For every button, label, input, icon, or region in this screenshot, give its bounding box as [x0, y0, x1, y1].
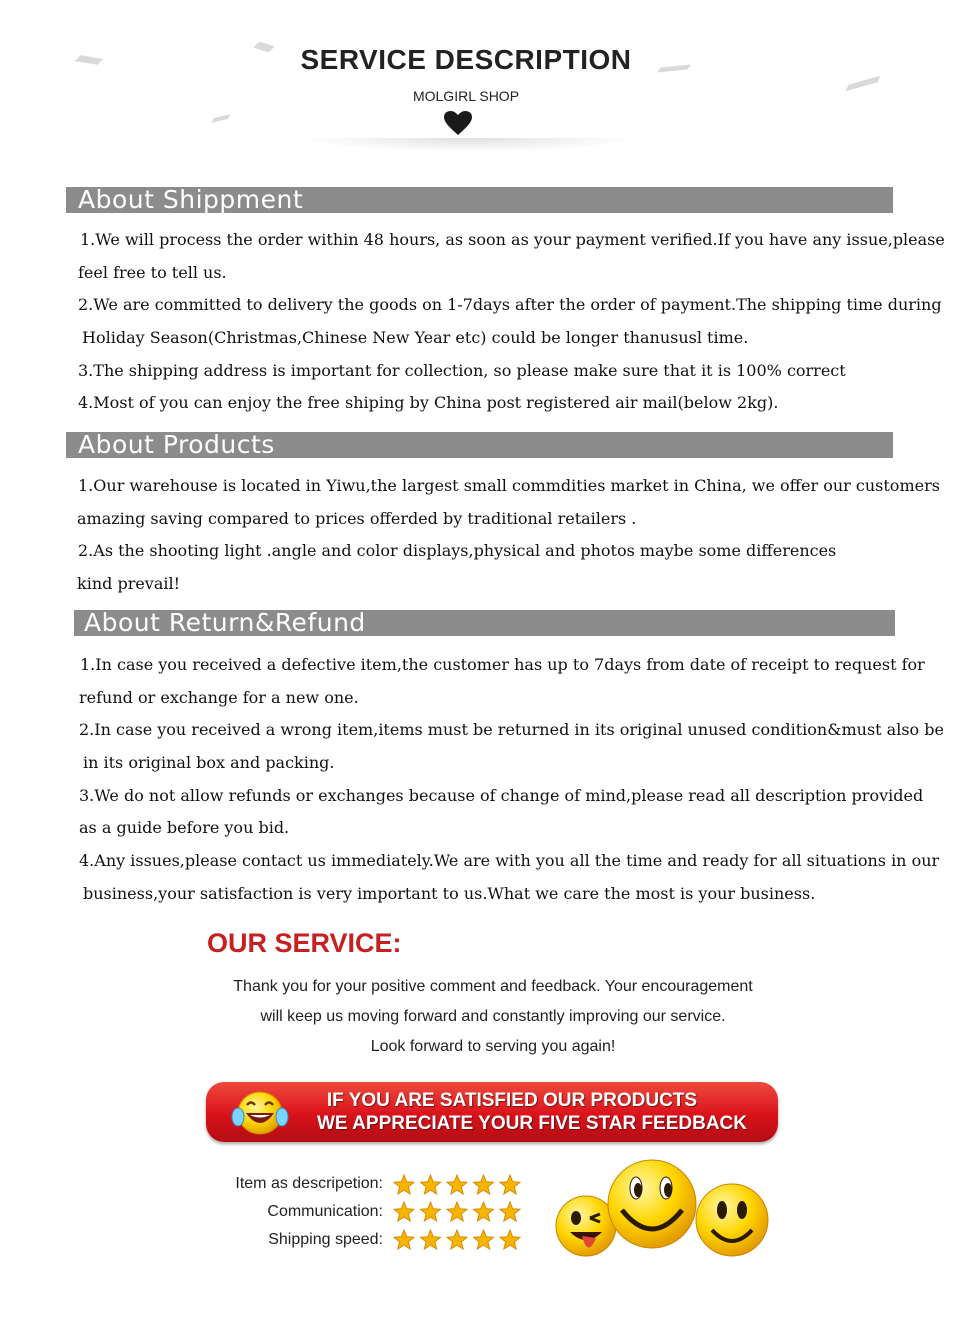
star-rating-item-description: [393, 1174, 523, 1196]
page-title: SERVICE DESCRIPTION: [300, 44, 632, 75]
star-icon: [474, 1230, 494, 1249]
star-icon: [474, 1202, 494, 1221]
refund-line: 1.In case you received a defective item,the customer has up to 7days from date of receipt to request for: [80, 655, 925, 674]
service-text: Look forward to serving you again!: [370, 1038, 616, 1055]
header-divider-shadow: [300, 138, 640, 152]
star-icon: [447, 1202, 467, 1221]
rating-label-shipping-speed: Shipping speed:: [268, 1231, 383, 1248]
products-line: amazing saving compared to prices offerded by traditional retailers .: [77, 509, 637, 528]
star-icon: [500, 1202, 520, 1221]
shipment-line: Holiday Season(Christmas,Chinese New Year etc) could be longer thanususl time.: [82, 328, 749, 347]
shipment-line: 3.The shipping address is important for collection, so please make sure that it is 100% correct: [78, 361, 846, 380]
shipment-line: 1.We will process the order within 48 hours, as soon as your payment verified.If you have any issue,please: [80, 230, 945, 249]
shipment-line: 4.Most of you can enjoy the free shiping by China post registered air mail(below 2kg).: [78, 393, 779, 412]
heart-icon: [443, 110, 473, 136]
star-icon: [500, 1230, 520, 1249]
refund-line: 4.Any issues,please contact us immediately.We are with you all the time and ready for all situations in our: [79, 851, 940, 870]
section-heading-refund: About Return&Refund: [74, 610, 895, 636]
products-line: 1.Our warehouse is located in Yiwu,the largest small commdities market in China, we offer our customers: [78, 476, 940, 495]
refund-line: in its original box and packing.: [83, 753, 335, 772]
star-icon: [447, 1175, 467, 1194]
products-line: kind prevail!: [77, 574, 181, 593]
refund-line: as a guide before you bid.: [79, 818, 290, 837]
feedback-banner: [206, 1082, 778, 1142]
star-icon: [500, 1175, 520, 1194]
rating-label-communication: Communication:: [267, 1203, 383, 1220]
laughing-smiley-icon: [230, 1087, 290, 1137]
star-rating-communication: [393, 1201, 523, 1223]
star-icon: [447, 1230, 467, 1249]
shipment-line: 2.We are committed to delivery the goods on 1-7days after the order of payment.The shipping time during: [78, 295, 942, 314]
star-icon: [394, 1230, 414, 1249]
decorative-flake: [211, 114, 230, 123]
star-icon: [394, 1202, 414, 1221]
star-icon: [421, 1202, 441, 1221]
products-line: 2.As the shooting light .angle and color displays,physical and photos maybe some differences: [78, 541, 837, 560]
section-heading-products: About Products: [66, 432, 893, 458]
service-text: will keep us moving forward and constantly improving our service.: [260, 1008, 726, 1025]
star-icon: [474, 1175, 494, 1194]
star-rating-shipping-speed: [393, 1229, 523, 1251]
refund-line: refund or exchange for a new one.: [79, 688, 359, 707]
refund-line: business,your satisfaction is very important to us.What we care the most is your business.: [83, 884, 816, 903]
refund-line: 2.In case you received a wrong item,items must be returned in its original unused condition&must also be: [79, 720, 944, 739]
star-icon: [421, 1230, 441, 1249]
rating-label-item-description: Item as descripetion:: [235, 1175, 383, 1192]
banner-line-2: WE APPRECIATE YOUR FIVE STAR FEEDBACK: [317, 1113, 747, 1134]
refund-line: 3.We do not allow refunds or exchanges because of change of mind,please read all description provided: [79, 786, 924, 805]
star-icon: [421, 1175, 441, 1194]
banner-line-1: IF YOU ARE SATISFIED OUR PRODUCTS: [326, 1090, 698, 1111]
shipment-line: feel free to tell us.: [78, 263, 227, 282]
smiley-faces-group-icon: [552, 1158, 774, 1264]
section-heading-shipment: About Shippment: [66, 187, 893, 213]
shop-name: MOLGIRL SHOP: [412, 88, 520, 104]
star-icon: [394, 1175, 414, 1194]
service-text: Thank you for your positive comment and feedback. Your encouragement: [233, 978, 753, 995]
service-title: OUR SERVICE:: [207, 928, 402, 958]
